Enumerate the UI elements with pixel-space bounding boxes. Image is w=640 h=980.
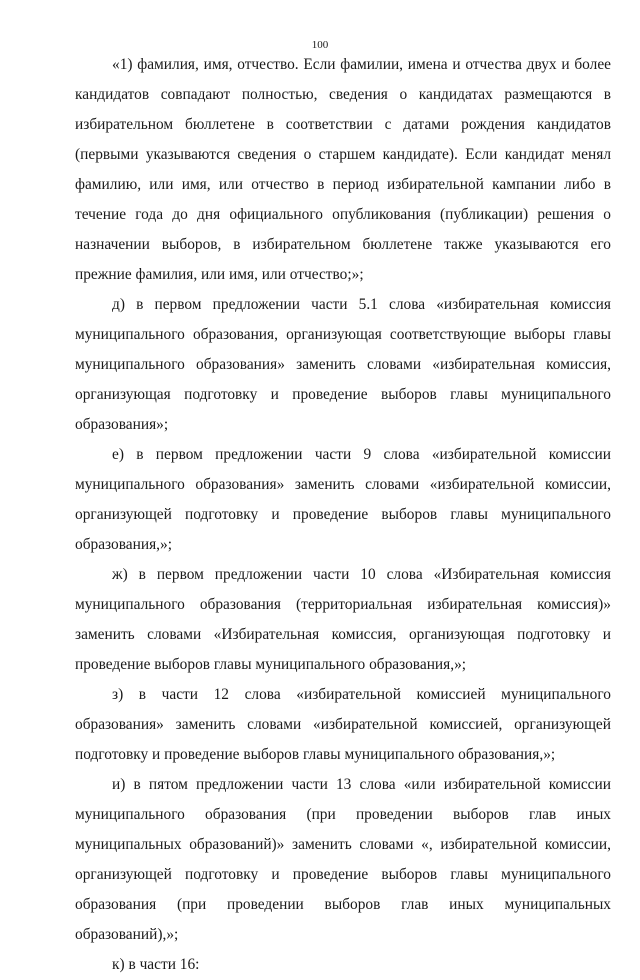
paragraph-item-1: «1) фамилия, имя, отчество. Если фамилии, имена и отчества двух и более кандидатов совпадают полностью, сведения о кандидатах размещаются в избирательном бюллетене в соответствии с датами рождения кандидатов (первыми указываются сведения о старшем кандидате). Если кандидат менял фамилию, или имя, или отчество в период избирательной кампании либо в течение года до дня официального опубликования (публикации) решения о назначении выборов, в избирательном бюллетене также указываются его прежние фамилия, или имя, или отчество;»; — [75, 56, 611, 283]
paragraph-item-k: к) в части 16: — [112, 956, 200, 973]
paragraph-item-i: и) в пятом предложении части 13 слова «или избирательной комиссии муниципального образования (при проведении выборов глав иных муниципальных образований)» заменить словами «, избирательной комиссии, организующей подготовку и проведение выборов главы муниципального образования (при проведении выборов глав иных муниципальных образований),»; — [75, 776, 611, 943]
paragraph-item-e: е) в первом предложении части 9 слова «избирательной комиссии муниципального образования» заменить словами «избирательной комиссии, организующей подготовку и проведение выборов главы муниципального образования,»; — [75, 446, 611, 553]
paragraph-item-z: з) в части 12 слова «избирательной комиссией муниципального образования» заменить словами «избирательной комиссией, организующей подготовку и проведение выборов главы муниципального образования,»; — [75, 686, 611, 763]
document-body — [75, 50, 611, 980]
paragraph-item-zh: ж) в первом предложении части 10 слова «Избирательная комиссия муниципального образования (территориальная избирательная комиссия)» заменить словами «Избирательная комиссия, организующая подготовку и проведение выборов главы муниципального образования,»; — [75, 566, 611, 673]
page-number: 100 — [311, 39, 329, 51]
paragraph-item-d: д) в первом предложении части 5.1 слова «избирательная комиссия муниципального образования, организующая соответствующие выборы главы муниципального образования» заменить словами «избирательная комиссия, организующая подготовку и проведение выборов главы муниципального образования»; — [75, 296, 611, 433]
